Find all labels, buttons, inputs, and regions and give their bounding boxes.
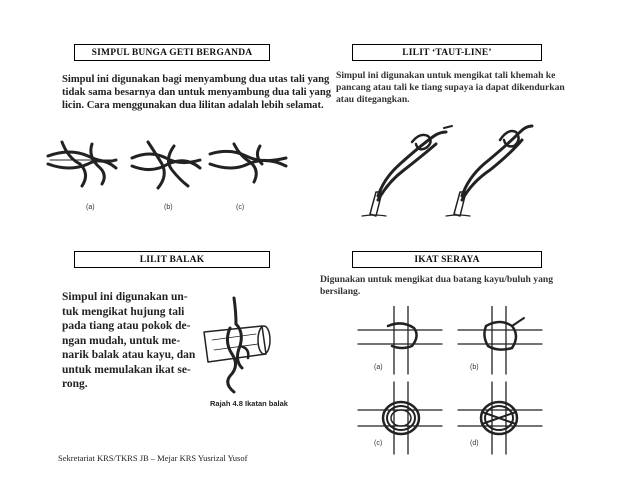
- tl-line-2: tidak sama besarnya dan untuk menyambung dua tali yang: [62, 87, 332, 98]
- lashing-a-drawing: [358, 306, 442, 374]
- tr-line-2: pancang atau tali ke tiang supaya ia dapat dikendurkan: [336, 82, 565, 93]
- knot-a-drawing: [48, 142, 116, 186]
- title-lilit-balak: LILIT BALAK: [74, 251, 270, 268]
- bl-figure-caption: Rajah 4.8 Ikatan balak: [210, 399, 288, 408]
- footer-credit: Sekretariat KRS/TKRS JB – Mejar KRS Yusrizal Yusof: [58, 453, 248, 463]
- bl-line-6: untuk memulakan ikat se-: [62, 363, 191, 376]
- title-ikat-seraya: IKAT SERAYA: [352, 251, 542, 268]
- br-label-d: (d): [470, 440, 479, 447]
- tr-line-1: Simpul ini digunakan untuk mengikat tali khemah ke: [336, 70, 556, 81]
- lashing-c-drawing: [358, 382, 442, 454]
- tl-line-3: licin. Cara menggunakan dua lilitan adalah lebih selamat.: [62, 100, 324, 111]
- knot-c-drawing: [210, 144, 286, 182]
- tr-line-3: atau ditegangkan.: [336, 94, 410, 105]
- br-label-c: (c): [374, 440, 383, 447]
- br-line-2: bersilang.: [320, 286, 361, 297]
- square-lashing-illustration: [352, 306, 552, 456]
- br-paragraph: [320, 274, 553, 298]
- taut-line-illustration: [350, 118, 550, 228]
- tr-paragraph: [336, 70, 565, 106]
- br-label-b: (b): [470, 364, 479, 371]
- title-simpul-bunga-geti: SIMPUL BUNGA GETI BERGANDA: [74, 44, 270, 61]
- bl-line-3: pada tiang atau pokok de-: [62, 320, 191, 332]
- br-label-a: (a): [374, 364, 383, 371]
- bl-line-5: narik balak atau kayu, dan: [62, 349, 196, 361]
- bl-line-2: tuk mengikat hujung tali: [62, 305, 185, 318]
- br-line-1: Digunakan untuk mengikat dua batang kayu/buluh yang: [320, 274, 554, 285]
- timber-hitch-illustration: [200, 296, 280, 396]
- tl-paragraph: [62, 73, 331, 112]
- bl-paragraph: [62, 290, 195, 392]
- bl-line-4: ngan mudah, untuk me-: [62, 334, 181, 347]
- bl-line-1: Simpul ini digunakan un-: [62, 291, 188, 303]
- bl-line-7: rong.: [62, 378, 88, 390]
- tl-label-b: (b): [164, 204, 173, 211]
- knot-b-drawing: [132, 142, 200, 188]
- tl-label-c: (c): [236, 204, 245, 211]
- tl-label-a: (a): [86, 204, 95, 211]
- tl-line-1: Simpul ini digunakan bagi menyambung dua utas tali yang: [62, 74, 330, 85]
- sheet-bend-illustration: [40, 134, 290, 214]
- title-lilit-taut-line: LILIT ‘TAUT-LINE’: [352, 44, 542, 61]
